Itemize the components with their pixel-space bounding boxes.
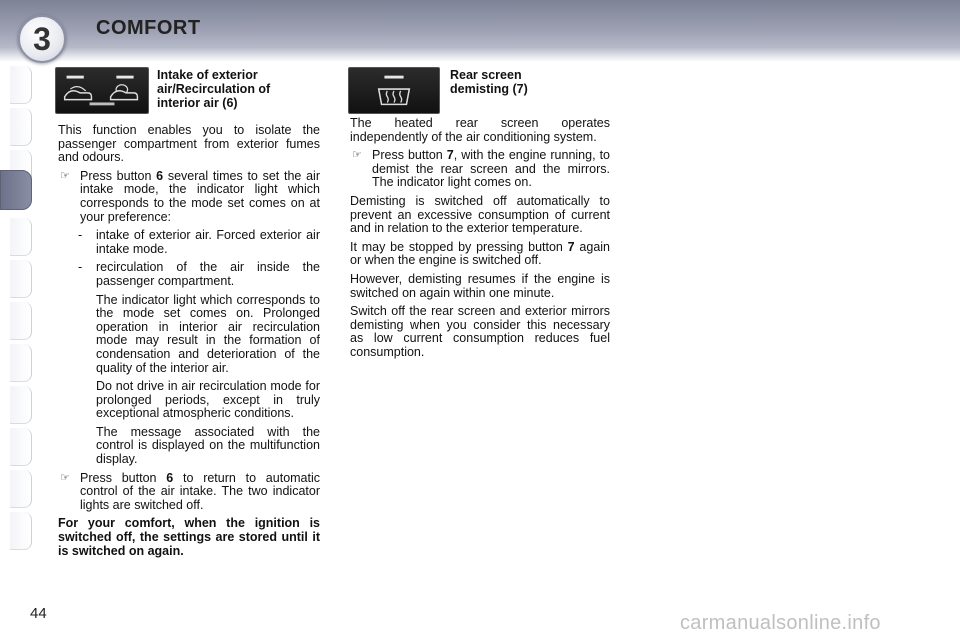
chapter-tab[interactable] xyxy=(10,66,32,104)
air-recirculation-icon xyxy=(55,67,149,114)
body-paragraph: Demisting is switched off automatically to prevent an excessive consumption of current and in relation to the exterior temperature. xyxy=(350,193,610,236)
rear-screen-demist-icon xyxy=(348,67,440,114)
chapter-tab[interactable] xyxy=(10,108,32,146)
intro-paragraph: This function enables you to isolate the passenger compartment from exterior fumes and odours. xyxy=(58,123,320,165)
list-item: - intake of exterior air. Forced exterior air intake mode. xyxy=(78,228,320,256)
body-paragraph: Switch off the rear screen and exterior mirrors demisting when you consider this necessary as low current consumption reduces fuel consumption. xyxy=(350,304,610,359)
chapter-tab[interactable] xyxy=(10,260,32,298)
pointer-hand-icon: ☞ xyxy=(60,169,70,182)
chapter-tab[interactable] xyxy=(10,428,32,466)
note-paragraph: Do not drive in air recirculation mode for prolonged periods, except in truly exceptional atmospheric conditions. xyxy=(96,379,320,421)
left-column-text xyxy=(58,124,320,563)
chapter-tab[interactable] xyxy=(10,302,32,340)
note-paragraph: The indicator light which corresponds to the mode set comes on. Prolonged operation in interior air recirculation mode may result in the formation of condensation and deterioration of the quality of the interior air. xyxy=(96,292,320,375)
right-column-text xyxy=(350,117,610,365)
chapter-tab[interactable] xyxy=(10,470,32,508)
note-paragraph: The message associated with the control is displayed on the multifunction display. xyxy=(96,424,320,467)
list-item: ☞ Press button 6 to return to automatic control of the air intake. The two indicator lights are switched off. xyxy=(60,470,321,512)
body-paragraph: It may be stopped by pressing button 7 again or when the engine is switched off. xyxy=(350,239,610,268)
section-heading-air-intake: Intake of exterior air/Recirculation of interior air (6) xyxy=(157,68,271,110)
intro-paragraph: The heated rear screen operates independently of the air conditioning system. xyxy=(350,116,610,144)
watermark: carmanualsonline.info xyxy=(680,612,881,634)
header-shadow xyxy=(0,48,960,62)
page-number: 44 xyxy=(30,605,47,622)
chapter-tab[interactable] xyxy=(10,344,32,382)
closing-note: For your comfort, when the ignition is switched off, the settings are stored until it is switched on again. xyxy=(58,516,320,558)
chapter-tab[interactable] xyxy=(10,218,32,256)
pointer-hand-icon: ☞ xyxy=(352,149,362,162)
page-title: COMFORT xyxy=(96,17,201,39)
chapter-number-badge: 3 xyxy=(18,15,66,63)
chapter-tab-strip xyxy=(0,66,34,576)
list-item: - recirculation of the air inside the passenger compartment. xyxy=(78,260,320,288)
pointer-hand-icon: ☞ xyxy=(60,471,70,484)
chapter-tab-active[interactable] xyxy=(0,170,32,210)
body-paragraph: However, demisting resumes if the engine is switched on again within one minute. xyxy=(350,271,610,300)
section-heading-rear-demist: Rear screen demisting (7) xyxy=(450,68,528,96)
chapter-tab[interactable] xyxy=(10,512,32,550)
list-item: ☞ Press button 7, with the engine running, to demist the rear screen and the mirrors. The indicator light comes on. xyxy=(352,148,611,190)
chapter-tab[interactable] xyxy=(10,386,32,424)
list-item: ☞ Press button 6 several times to set the air intake mode, the indicator light which corresponds to the mode set comes on at your preference: xyxy=(60,168,320,224)
